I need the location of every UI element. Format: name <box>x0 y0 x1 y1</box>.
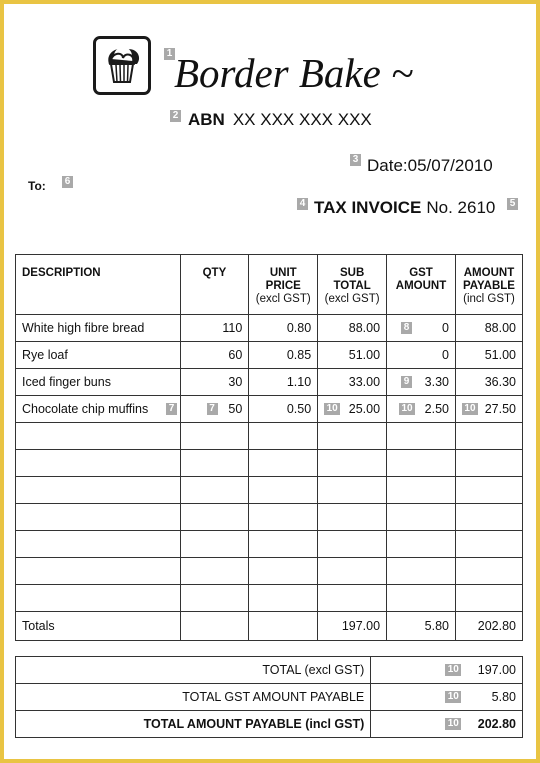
summary-gst-value: 5.80 <box>491 690 516 704</box>
abn-label: ABN <box>188 110 225 129</box>
summary-total-excl-label: TOTAL (excl GST) <box>16 657 371 684</box>
marker-10: 10 <box>462 403 478 415</box>
row-gst <box>387 315 456 342</box>
row-description: Rye loaf <box>16 342 181 369</box>
header-gst-line1: GST <box>409 267 433 279</box>
header-sub-total-sub: (excl GST) <box>324 293 380 305</box>
marker-5: 5 <box>507 198 518 210</box>
summary-total-incl-value: 202.80 <box>477 717 516 731</box>
row-sub-total: 51.00 <box>318 342 387 369</box>
table-row-empty <box>16 531 523 558</box>
row-unit-price: 1.10 <box>249 369 318 396</box>
summary-table <box>15 656 523 738</box>
row-sub-total: 88.00 <box>318 315 387 342</box>
row-unit-price: 0.85 <box>249 342 318 369</box>
header-qty: QTY <box>180 255 249 315</box>
header-gst-line2: AMOUNT <box>395 280 447 292</box>
table-row <box>16 396 523 423</box>
header-amount-line2: PAYABLE <box>462 280 515 292</box>
table-row-empty <box>16 558 523 585</box>
row-qty-value: 50 <box>228 402 243 416</box>
marker-3: 3 <box>350 154 361 166</box>
invoice-page <box>4 4 536 759</box>
invoice-number: No. 2610 <box>426 198 496 217</box>
marker-10: 10 <box>445 691 461 703</box>
marker-1: 1 <box>164 48 175 60</box>
header-sub-total-line1: SUB <box>339 267 365 279</box>
summary-row <box>16 657 523 684</box>
table-row-empty <box>16 477 523 504</box>
row-gst: 0 <box>387 342 456 369</box>
row-qty: 30 <box>180 369 249 396</box>
abn-line <box>188 110 372 130</box>
summary-total-incl <box>371 711 523 738</box>
summary-total-incl-label: TOTAL AMOUNT PAYABLE (incl GST) <box>16 711 371 738</box>
tax-invoice-line <box>314 198 495 218</box>
row-amount <box>455 396 522 423</box>
row-gst <box>387 369 456 396</box>
marker-2: 2 <box>170 110 181 122</box>
row-gst-value: 2.50 <box>424 402 449 416</box>
summary-total-excl-value: 197.00 <box>477 663 516 677</box>
row-amount-value: 27.50 <box>484 402 516 416</box>
row-qty: 110 <box>180 315 249 342</box>
row-gst <box>387 396 456 423</box>
totals-amount: 202.80 <box>455 612 522 641</box>
header-description: DESCRIPTION <box>16 255 181 315</box>
header-sub-total <box>318 255 387 315</box>
table-row-empty <box>16 450 523 477</box>
row-amount: 36.30 <box>455 369 522 396</box>
summary-row <box>16 684 523 711</box>
marker-6: 6 <box>62 176 73 188</box>
date-line <box>367 156 493 176</box>
row-description: White high fibre bread <box>16 315 181 342</box>
row-gst-value: 0 <box>442 321 449 335</box>
row-gst-value: 3.30 <box>424 375 449 389</box>
muffin-icon <box>93 36 151 95</box>
table-row-empty <box>16 585 523 612</box>
header-amount-line1: AMOUNT <box>463 267 515 279</box>
totals-label: Totals <box>16 612 181 641</box>
header-unit-price-line1: UNIT <box>269 267 297 279</box>
row-qty <box>180 396 249 423</box>
row-amount: 88.00 <box>455 315 522 342</box>
marker-10: 10 <box>399 403 415 415</box>
totals-sub-total: 197.00 <box>318 612 387 641</box>
summary-gst <box>371 684 523 711</box>
line-items-table <box>15 254 523 641</box>
marker-10: 10 <box>324 403 340 415</box>
abn-value: XX XXX XXX XXX <box>232 110 372 129</box>
row-sub-total: 33.00 <box>318 369 387 396</box>
row-amount: 51.00 <box>455 342 522 369</box>
tax-invoice-label: TAX INVOICE <box>314 198 422 217</box>
row-description: Iced finger buns <box>16 369 181 396</box>
business-name: Border Bake ~ <box>174 50 414 96</box>
date-label: Date: <box>367 156 408 175</box>
marker-10: 10 <box>445 718 461 730</box>
marker-10: 10 <box>445 664 461 676</box>
header-unit-price-sub: (excl GST) <box>255 293 311 305</box>
summary-row <box>16 711 523 738</box>
summary-gst-label: TOTAL GST AMOUNT PAYABLE <box>16 684 371 711</box>
header-amount-sub: (incl GST) <box>463 293 515 305</box>
row-sub-total <box>318 396 387 423</box>
table-row <box>16 342 523 369</box>
header-gst-amount <box>387 255 456 315</box>
header-sub-total-line2: TOTAL <box>333 280 371 292</box>
table-header-row <box>16 255 523 315</box>
row-description <box>16 396 181 423</box>
row-qty: 60 <box>180 342 249 369</box>
row-unit-price: 0.80 <box>249 315 318 342</box>
row-unit-price: 0.50 <box>249 396 318 423</box>
totals-row <box>16 612 523 641</box>
table-row <box>16 315 523 342</box>
table-row-empty <box>16 504 523 531</box>
summary-total-excl <box>371 657 523 684</box>
marker-7: 7 <box>207 403 218 415</box>
row-description-value: Chocolate chip muffins <box>22 402 149 416</box>
marker-7: 7 <box>166 403 177 415</box>
table-row-empty <box>16 423 523 450</box>
to-label: To: <box>28 179 46 193</box>
marker-8: 8 <box>401 322 412 334</box>
header-unit-price-line2: PRICE <box>265 280 301 292</box>
marker-4: 4 <box>297 198 308 210</box>
table-row <box>16 369 523 396</box>
marker-9: 9 <box>401 376 412 388</box>
totals-gst: 5.80 <box>387 612 456 641</box>
header-amount-payable <box>455 255 522 315</box>
row-sub-total-value: 25.00 <box>348 402 381 416</box>
header-unit-price <box>249 255 318 315</box>
date-value: 05/07/2010 <box>407 156 493 175</box>
